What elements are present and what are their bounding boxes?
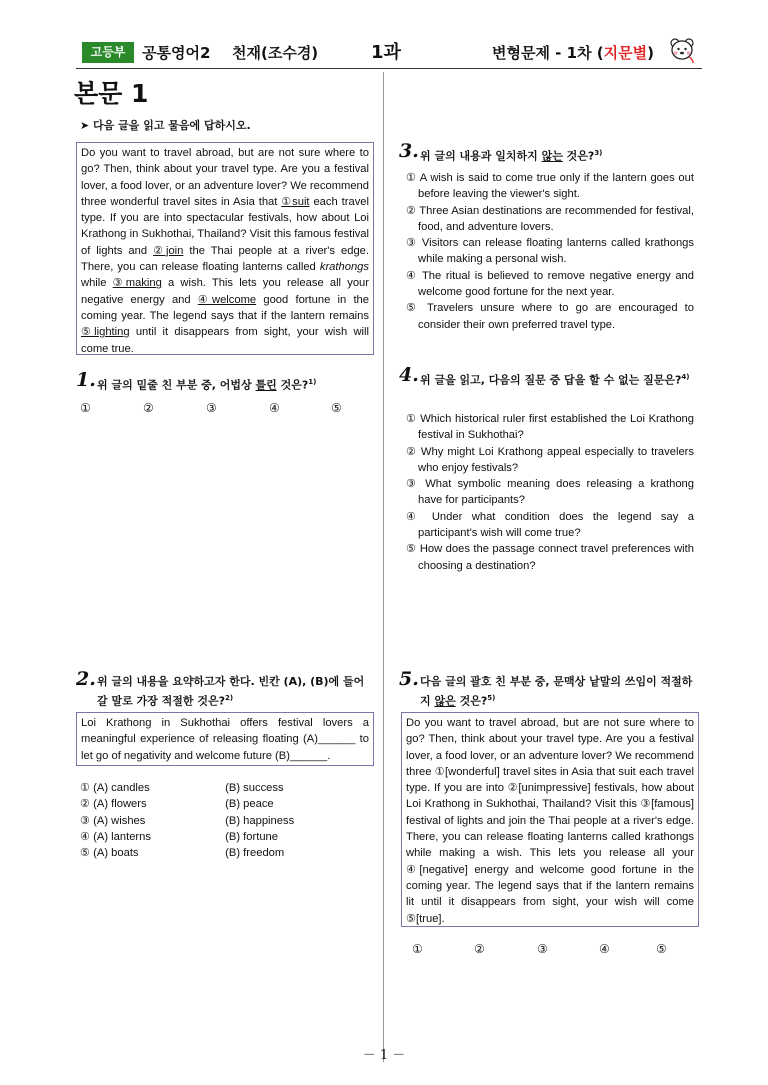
- question-4-prompt: 위 글을 읽고, 다음의 질문 중 답을 할 수 없는 질문은?: [420, 373, 682, 387]
- q1-choice-1[interactable]: ①: [80, 401, 91, 415]
- question-3-prompt: 위 글의 내용과 일치하지: [420, 149, 542, 163]
- question-1-footnote: 1): [308, 378, 317, 386]
- subject-label: 공통영어2: [142, 44, 211, 62]
- q3-option-1[interactable]: ① A wish is said to come true only if the lantern goes out before leaving the viewer's sight.: [406, 172, 694, 201]
- instruction: ➤ 다음 글을 읽고 물음에 답하시오.: [80, 119, 251, 132]
- q4-option-4[interactable]: ④ Under what condition does the legend say a participant's wish will come true?: [406, 510, 694, 540]
- passage-box: [76, 142, 374, 355]
- q1-choice-5[interactable]: ⑤: [331, 401, 342, 415]
- q1-choice-2[interactable]: ②: [143, 401, 154, 415]
- lesson-label: 1과: [371, 42, 401, 63]
- underlined-item-1: ①suit: [281, 195, 310, 208]
- option-b: (B) happiness: [225, 814, 295, 827]
- underlined-item-2: ②join: [153, 244, 184, 257]
- q5-choice-4[interactable]: ④: [599, 942, 610, 956]
- question-3-emphasis: 않는: [541, 149, 563, 163]
- bear-mascot-icon: [667, 34, 697, 64]
- q2-option-4[interactable]: [80, 829, 370, 845]
- q3-option-4[interactable]: ④ The ritual is believed to remove negative energy and welcome good fortune for the next year.: [406, 269, 694, 299]
- passage-text: each travel type. If you are into spectacular festivals, how about Loi Krathong in Sukhothai, Thailand? Visit this famous festival of lights and: [81, 195, 369, 257]
- passage-text: the Thai people at a river's edge. There, you can release floating lanterns called: [81, 244, 369, 274]
- question-2-footnote: 2): [224, 694, 234, 702]
- q5-choice-5[interactable]: ⑤: [656, 942, 667, 956]
- option-a: (A) boats: [93, 847, 139, 860]
- passage-text: a wish. This lets you release all your negative energy and: [81, 277, 369, 306]
- question-5-emphasis: 않은: [434, 694, 456, 708]
- question-2-prompt: 위 글의 내용을 요약하고자 한다. 빈칸 (A), (B)에 들어갈 말로 가장 적절한 것은?: [97, 675, 365, 708]
- q5-choice-1[interactable]: ①: [412, 942, 423, 956]
- question-3-text: [420, 145, 700, 165]
- passage-text: until it disappears from sight, your wish will come true.: [81, 326, 369, 355]
- option-number: ①: [80, 782, 91, 794]
- question-3-number: 3.: [399, 140, 419, 162]
- option-number: ④: [80, 830, 91, 843]
- question-2-text: [97, 673, 371, 710]
- question-5-number: 5.: [399, 668, 419, 690]
- question-5-footnote: 5): [487, 694, 496, 702]
- question-1-prompt: 위 글의 밑줄 친 부분 중, 어법상: [97, 378, 256, 392]
- passage-text: Do you want to travel abroad, but are not sure where to go? Then, think about your travel type. Are you a festival lover, a food lover, or an adventure lover? We recommend three wonderful travel sites in Asia that: [81, 147, 369, 208]
- underlined-item-5: ⑤lighting: [81, 326, 130, 339]
- exam-type-label: [492, 42, 654, 64]
- question-1-number: 1.: [76, 369, 96, 391]
- underlined-item-3: ③making: [112, 277, 162, 290]
- option-a: (A) lanterns: [93, 830, 151, 843]
- q5-choice-3[interactable]: ③: [537, 942, 548, 956]
- section-title: 본문 1: [74, 79, 149, 108]
- italic-term: krathongs: [319, 261, 369, 274]
- question-3-prompt-end: 것은?: [562, 149, 595, 163]
- question-5-text: [420, 673, 696, 710]
- q3-option-5[interactable]: ⑤ Travelers unsure where to go are encouraged to consider their own preferred travel type.: [406, 302, 694, 331]
- q1-choice-3[interactable]: ③: [206, 401, 217, 415]
- exam-type-highlight: 지문별: [603, 44, 648, 62]
- question-5-prompt: 다음 글의 괄호 친 부분 중, 문맥상 낱말의 쓰임이 적절하지: [420, 675, 693, 708]
- q2-option-2[interactable]: [80, 796, 370, 812]
- option-number: ②: [80, 798, 91, 811]
- question-3-options: [406, 170, 694, 333]
- q4-option-3[interactable]: ③ What symbolic meaning does releasing a krathong have for participants?: [406, 478, 694, 507]
- passage-text: while: [81, 277, 113, 290]
- question-1-text: [97, 374, 377, 394]
- option-b: (B) freedom: [225, 847, 285, 860]
- question-1-prompt-end: 것은?: [276, 378, 309, 392]
- q4-option-5[interactable]: ⑤ How does the passage connect travel preferences with choosing a destination?: [406, 543, 694, 572]
- question-3-footnote: 3): [594, 149, 603, 157]
- level-badge: 고등부: [82, 42, 134, 63]
- q4-option-1[interactable]: ① Which historical ruler first established the Loi Krathong festival in Sukhothai?: [406, 413, 694, 442]
- option-a: (A) candles: [93, 782, 150, 794]
- summary-box: Loi Krathong in Sukhothai offers festival lovers a meaningful experience of releasing floating (A)______ to let go of negativity and welcome future (B)______.: [76, 712, 374, 766]
- exam-type-prefix: 변형문제 - 1차 (: [492, 44, 604, 62]
- option-number: ⑤: [80, 847, 91, 860]
- question-4-text: [420, 369, 696, 389]
- question-4-options: [406, 411, 694, 574]
- textbook-label: 천재(조수경): [232, 44, 319, 62]
- option-b: (B) fortune: [225, 830, 278, 843]
- q1-choice-4[interactable]: ④: [269, 401, 280, 415]
- q2-option-1[interactable]: [80, 780, 370, 796]
- q4-option-2[interactable]: ② Why might Loi Krathong appeal especially to travelers who enjoy festivals?: [406, 445, 694, 474]
- exam-type-suffix: ): [647, 44, 654, 62]
- q2-option-3[interactable]: [80, 813, 370, 829]
- question-4-footnote: 4): [681, 373, 690, 381]
- q5-choice-2[interactable]: ②: [474, 942, 485, 956]
- option-a: (A) wishes: [93, 814, 146, 827]
- option-a: (A) flowers: [93, 798, 147, 811]
- question-1-emphasis: 틀린: [255, 378, 277, 392]
- q3-option-2[interactable]: ② Three Asian destinations are recommended for festival, food, and adventure lovers.: [406, 204, 694, 233]
- passage-box-2: Do you want to travel abroad, but are not sure where to go? Then, think about your travel type. Are you a festival lover, a food lover, or an adventure lover? We recommend three ①[wonderful] travel sites in Asia that suit each travel type. If you are into ②[unimpressive] festivals, how about Loi Krathong in Sukhothai, Thailand? Visit this ③[famous] festival of lights and join the Thai people at a river's edge. There, you can release floating lanterns called krathongs while making a wish. This lets you release all your ④[negative] energy and welcome good fortune in the coming year. The legend says that if the lantern remains lit until it disappears from sight, your wish will come ⑤[true].: [401, 712, 699, 927]
- column-divider: [383, 72, 384, 1062]
- underlined-item-4: ④welcome: [197, 293, 257, 306]
- page-number: － 1 －: [362, 1048, 406, 1063]
- option-number: ③: [80, 814, 91, 827]
- question-2-number: 2.: [76, 668, 96, 690]
- question-5-prompt-end: 것은?: [455, 694, 488, 708]
- question-2-options: [80, 780, 370, 861]
- passage-text: good fortune in the coming year. The legend says that if the lantern remains: [81, 293, 369, 322]
- question-4-number: 4.: [399, 364, 419, 386]
- q2-option-5[interactable]: [80, 845, 370, 861]
- option-b: (B) success: [225, 782, 284, 794]
- header-rule: [76, 68, 702, 69]
- q3-option-3[interactable]: ③ Visitors can release floating lanterns called krathongs while making a personal wish.: [406, 237, 694, 266]
- option-b: (B) peace: [225, 798, 274, 811]
